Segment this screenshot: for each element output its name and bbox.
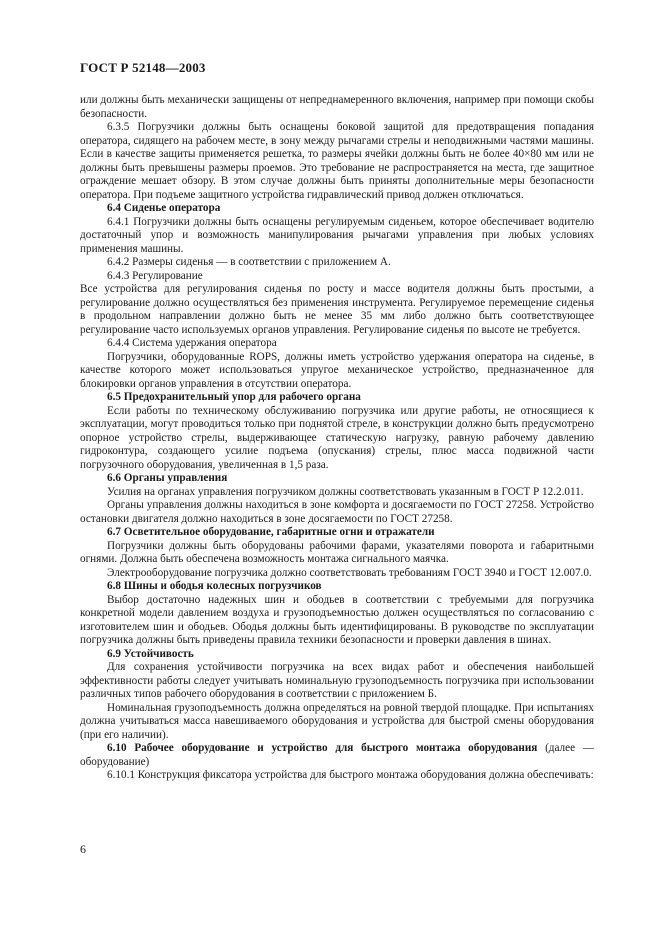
paragraph: Усилия на органах управления погрузчиком должны соответствовать указанным в ГОСТ Р 12.2.011. — [107, 485, 584, 498]
section-heading-6-4: 6.4 Сиденье оператора — [107, 202, 221, 214]
paragraph: Номинальная грузоподъемность должна определяться на ровной твердой площадке. При испытаниях должна учитываться масса навешиваемого оборудования и устройства для быстрой смены оборудования (при его наличии). — [80, 701, 594, 741]
subheading-6-4-4: 6.4.4 Система удержания оператора — [107, 337, 277, 349]
paragraph: Все устройства для регулирования сиденья по росту и массе водителя должны быть простыми, а регулирование должно осуществляться без применения инструмента. Регулируемое перемещение сиденья в продольном направлении должно быть не менее 35 мм либо должно быть соответствующее регулирование часто используемых органов управления. Регулирование сиденья по высоте не требуется. — [80, 283, 594, 336]
paragraph: Органы управления должны находиться в зоне комфорта и досягаемости по ГОСТ 27258. Устройство остановки двигателя должно находиться в зоне досягаемости по ГОСТ 27258. — [80, 499, 594, 525]
document-body — [80, 94, 594, 783]
paragraph: Электрооборудование погрузчика должно соответствовать требованиям ГОСТ 3940 и ГОСТ 12.007.0. — [107, 566, 592, 579]
section-heading-6-10 — [80, 742, 594, 769]
section-heading-6-6: 6.6 Органы управления — [107, 472, 228, 484]
subheading-6-4-3: 6.4.3 Регулирование — [107, 269, 203, 282]
paragraph-6-4-2: 6.4.2 Размеры сиденья — в соответствии с приложением А. — [107, 256, 391, 268]
paragraph-6-3-5: 6.3.5 Погрузчики должны быть оснащены боковой защитой для предотвращения попадания оператора, сидящего на рабочем месте, в зону между рычагами стрелы и неподвижными частями машины. Если в качестве защиты применяется решетка, то размеры ячейки должны быть не более 40×80 мм или не должны быть превышены размеры проемов. Это требование не распространяется на места, где защитное ограждение мешает обзору. В этом случае должны быть приняты дополнительные меры безопасности оператора. При подъеме защитного устройства гидравлический привод должен отключаться. — [80, 121, 594, 201]
section-heading-6-9: 6.9 Устойчивость — [107, 647, 194, 660]
section-heading-6-10-title: 6.10 Рабочее оборудование и устройство для быстрого монтажа оборудования — [107, 742, 538, 754]
paragraph-6-10-1: 6.10.1 Конструкция фиксатора устройства для быстрого монтажа оборудования должна обеспечивать: — [107, 769, 594, 781]
paragraph: Погрузчики должны быть оборудованы рабочими фарами, указателями поворота и габаритными огнями. Должна быть обеспечена возможность монтажа сигнального маячка. — [80, 539, 594, 565]
document-header: ГОСТ Р 52148—2003 — [80, 60, 206, 75]
paragraph: Погрузчики, оборудованные ROPS, должны иметь устройство удержания оператора на сиденье, в качестве которого может использоваться упругое механическое устройство, предназначенное для блокировки органов управления в отсутствии оператора. — [80, 350, 594, 390]
section-heading-6-7: 6.7 Осветительное оборудование, габаритные огни и отражатели — [107, 526, 435, 538]
section-heading-6-10-note: (далее — оборудование) — [80, 742, 595, 768]
section-heading-6-5: 6.5 Предохранительный упор для рабочего органа — [107, 391, 361, 403]
paragraph-6-4-1: 6.4.1 Погрузчики должны быть оснащены регулируемым сиденьем, которое обеспечивает водителю достаточный упор и возможность манипулирования рычагами управления при любых условиях применения машины. — [80, 215, 594, 255]
paragraph: или должны быть механически защищены от непреднамеренного включения, например при помощи скобы безопасности. — [80, 94, 594, 120]
page-number: 6 — [80, 842, 86, 856]
paragraph: Если работы по техническому обслуживанию погрузчика или другие работы, не относящиеся к эксплуатации, могут проводиться только при поднятой стреле, в конструкции должно быть предусмотрено опорное устройство стрелы, выдерживающее статическую нагрузку, равную рабочему давлению гидроконтура, создающего усилие подъема (опускания) стрелы, плюс масса подвижной части погрузочного оборудования, увеличенная в 1,5 раза. — [80, 404, 594, 471]
paragraph: Для сохранения устойчивости погрузчика на всех видах работ и обеспечения наибольшей эффективности работы следует учитывать номинальную грузоподъемность погрузчика при использовании различных типов рабочего оборудования в соответствии с приложением Б. — [80, 661, 594, 700]
paragraph: Выбор достаточно надежных шин и ободьев в соответствии с требуемыми для погрузчика конкретной модели давлением воздуха и грузоподъемностью должен осуществляться по согласованию с изготовителем шин и ободьев. Ободья должны быть идентифицированы. В руководстве по эксплуатации погрузчика должны быть приведены правила техники безопасности и проверки давления в шинах. — [80, 593, 594, 646]
section-heading-6-8: 6.8 Шины и ободья колесных погрузчиков — [107, 580, 322, 592]
